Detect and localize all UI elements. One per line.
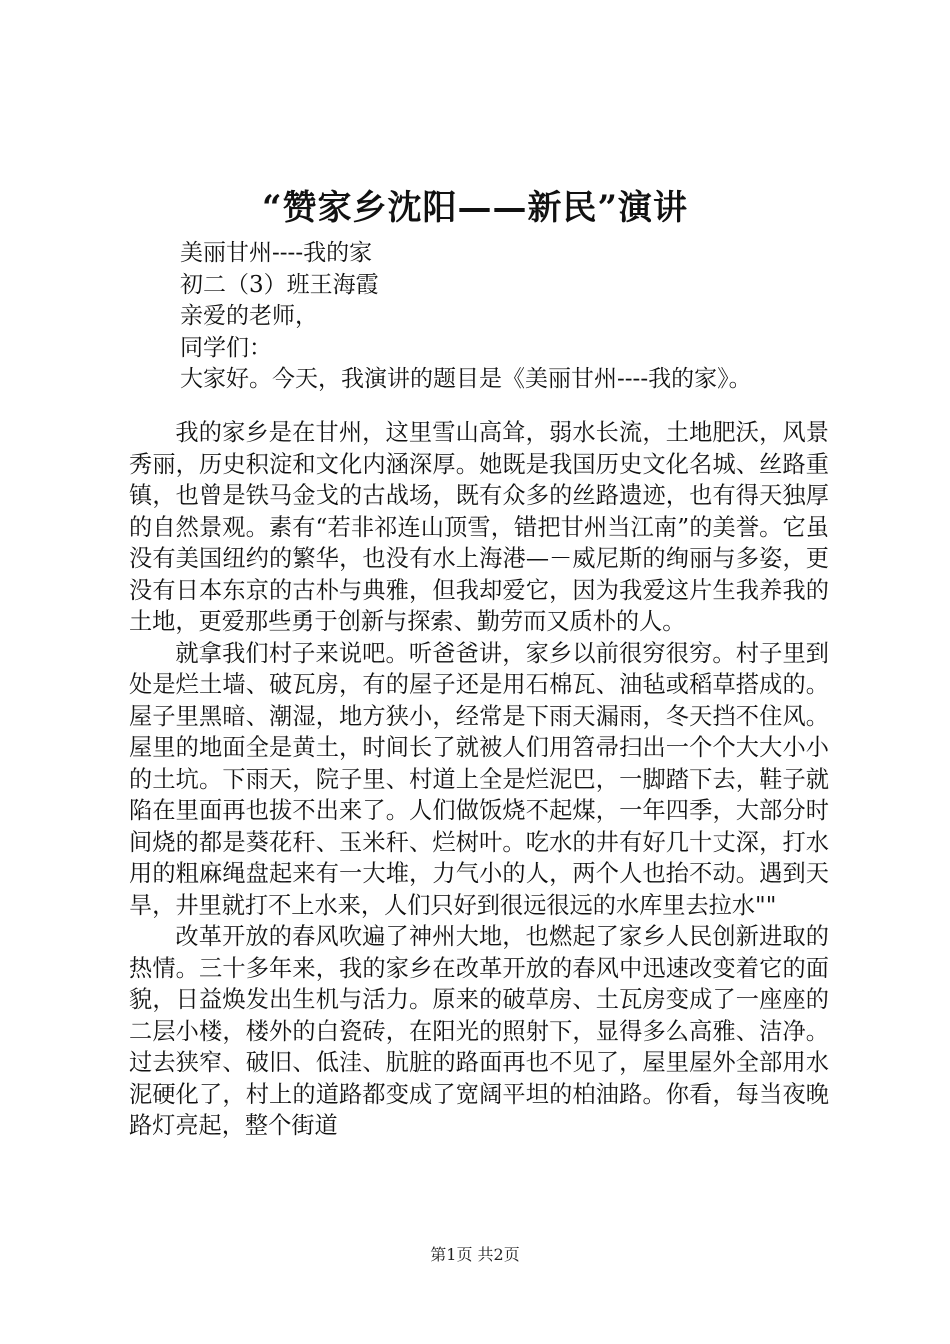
paragraph: 改革开放的春风吹遍了神州大地，也燃起了家乡人民创新进取的热情。三十多年来，我的家乡在改革开放的春风中迅速改变着它的面貌，日益焕发出生机与活力。原来的破草房、土瓦房变成了一座座的二层小楼，楼外的白瓷砖，在阳光的照射下，显得多么高雅、洁净。过去狭窄、破旧、低洼、肮脏的路面再也不见了，屋里屋外全部用水泥硬化了，村上的道路都变成了宽阔平坦的柏油路。你看，每当夜晚路灯亮起，整个街道 [129,923,829,1139]
author-line: 初二（3）班王海霞 [180,271,379,298]
greeting-line: 大家好。今天，我演讲的题目是《美丽甘州----我的家》。 [180,366,752,392]
document-title: “赞家乡沈阳——新民”演讲 [261,188,689,228]
subtitle-line: 美丽甘州----我的家 [180,240,373,266]
salutation-line-2: 同学们： [180,334,272,361]
header-block [180,238,880,396]
paragraph: 我的家乡是在甘州，这里雪山高耸，弱水长流，土地肥沃，风景秀丽，历史积淀和文化内涵深厚。她既是我国历史文化名城、丝路重镇，也曾是铁马金戈的古战场，既有众多的丝路遗迹，也有得天独厚的自然景观。素有“若非祁连山顶雪，错把甘州当江南”的美誉。它虽没有美国纽约的繁华，也没有水上海港—－威尼斯的绚丽与多姿，更没有日本东京的古朴与典雅，但我却爱它，因为我爱这片生我养我的土地，更爱那些勇于创新与探索、勤劳而又质朴的人。 [129,419,829,635]
salutation-line: 亲爱的老师， [180,303,318,329]
paragraph: 就拿我们村子来说吧。听爸爸讲，家乡以前很穷很穷。村子里到处是烂土墙、破瓦房，有的屋子还是用石棉瓦、油毡或稻草搭成的。屋子里黑暗、潮湿，地方狭小，经常是下雨天漏雨，冬天挡不住风。屋里的地面全是黄土，时间长了就被人们用笤帚扫出一个个大大小小的土坑。下雨天，院子里、村道上全是烂泥巴，一脚踏下去，鞋子就陷在里面再也拔不出来了。人们做饭烧不起煤，一年四季，大部分时间烧的都是葵花秆、玉米秆、烂树叶。吃水的井有好几十丈深，打水用的粗麻绳盘起来有一大堆，力气小的人，两个人也抬不动。遇到天旱，井里就打不上水来，人们只好到很远很远的水库里去拉水"" [129,639,829,919]
body-text [129,417,829,1142]
page-footer: 第1页 共2页 [430,1245,520,1264]
